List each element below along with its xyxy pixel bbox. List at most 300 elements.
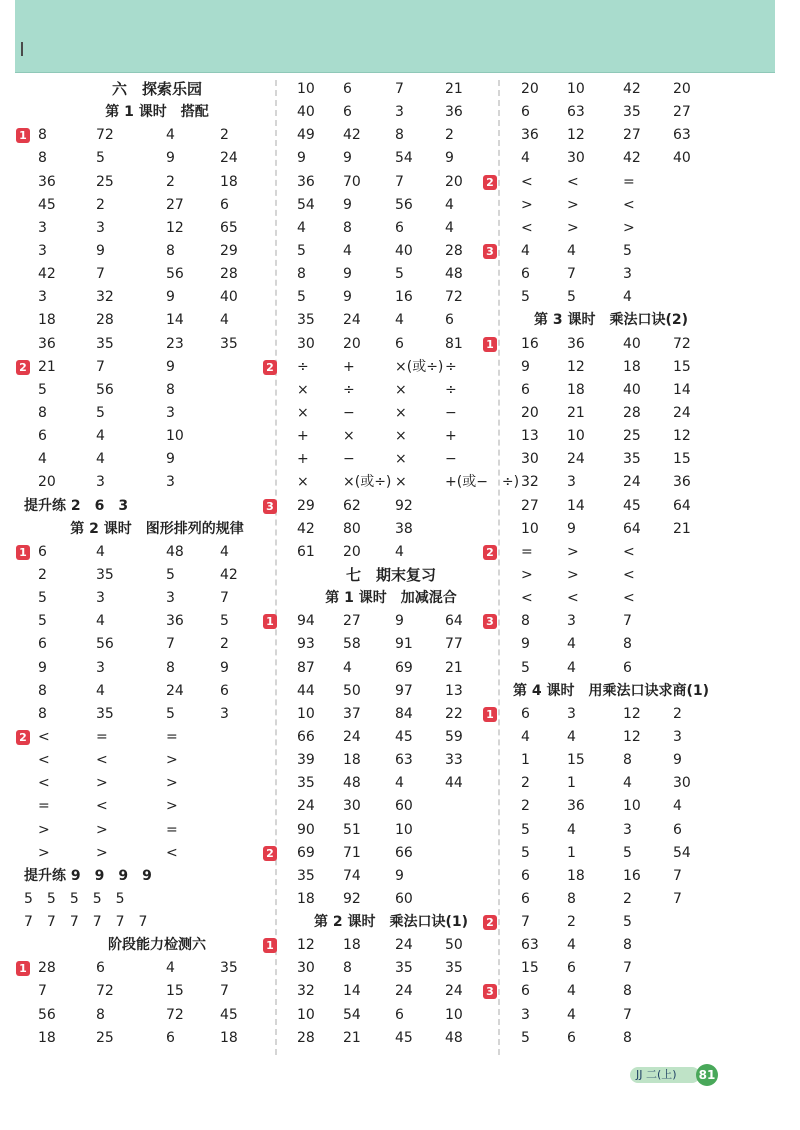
answer-cell: 20 [521, 81, 539, 97]
answer-cell: 93 [297, 636, 315, 653]
answer-cell: 6 [343, 104, 352, 121]
answer-cell: 58 [343, 636, 361, 653]
answer-cell: 4 [395, 775, 404, 792]
answer-cell: = [166, 728, 178, 745]
lesson-heading: 阶段能力检测六 [108, 937, 206, 954]
question-number-badge: 1 [483, 707, 497, 722]
answer-cell: < [623, 543, 635, 560]
answer-cell: 40 [297, 104, 315, 121]
answer-cell: 80 [343, 520, 361, 537]
answer-cell: 20 [445, 173, 463, 190]
answer-row [505, 471, 717, 494]
answer-cell: 24 [166, 682, 184, 699]
answer-cell: > [166, 775, 178, 792]
answer-row [285, 263, 497, 286]
answer-cell: > [521, 566, 533, 583]
answer-cell: 1 [521, 752, 530, 769]
answer-cell: 42 [623, 81, 641, 97]
answer-cell: 5 [521, 844, 530, 861]
answer-cell: 8 [166, 381, 175, 398]
answer-cell: 18 [343, 752, 361, 769]
question-number-badge: 1 [263, 614, 277, 629]
answer-row [38, 703, 276, 726]
answer-row [38, 749, 276, 772]
answer-cell: 3 [38, 219, 47, 236]
answer-cell: 8 [623, 752, 632, 769]
answer-row [38, 425, 276, 448]
answer-cell: 7 [673, 867, 682, 884]
answer-cell: 4 [96, 543, 105, 560]
answer-cell: 24 [343, 728, 361, 745]
answer-row [38, 448, 276, 471]
answer-cell: 14 [166, 312, 184, 329]
answer-row [285, 819, 497, 842]
answer-cell: 10 [567, 428, 585, 445]
answer-cell: 37 [343, 705, 361, 722]
answer-row [38, 402, 276, 425]
answer-cell: × [297, 381, 309, 398]
answer-cell: 72 [673, 335, 691, 352]
answer-row [285, 957, 497, 980]
answer-row [38, 772, 276, 795]
answer-row [505, 934, 717, 957]
answer-cell: 14 [673, 381, 691, 398]
answer-cell: 6 [166, 1029, 175, 1046]
answer-cell: 3 [567, 705, 576, 722]
answer-row [285, 194, 497, 217]
answer-cell: 92 [343, 890, 361, 907]
answer-row [285, 124, 497, 147]
answer-cell: 9 [521, 358, 530, 375]
answer-cell: 4 [567, 659, 576, 676]
answer-cell: 8 [166, 659, 175, 676]
question-number-badge: 1 [16, 128, 30, 143]
answer-cell: 91 [395, 636, 413, 653]
answer-cell: 30 [297, 960, 315, 977]
answer-cell: 72 [96, 983, 114, 1000]
answer-cell: + [343, 358, 355, 375]
answer-row [38, 564, 276, 587]
answer-cell: 36 [38, 173, 56, 190]
answer-cell: 7 [96, 358, 105, 375]
answer-row [285, 101, 497, 124]
answer-cell: < [96, 798, 108, 815]
answer-cell: = [623, 173, 635, 190]
answer-row [38, 587, 276, 610]
lesson-heading: 第 4 课时 用乘法口诀求商(1) [512, 682, 710, 699]
answer-cell: > [567, 566, 579, 583]
answer-cell: × [395, 428, 407, 445]
answer-row [285, 1027, 497, 1050]
lesson-heading: 第 1 课时 加减混合 [325, 590, 457, 607]
answer-cell: 4 [166, 960, 175, 977]
answer-cell: 9 [96, 242, 105, 259]
answer-cell: 6 [521, 381, 530, 398]
answer-cell: 3 [673, 728, 682, 745]
answer-cell: 6 [521, 890, 530, 907]
answer-cell: 3 [521, 1006, 530, 1023]
answer-cell: 21 [38, 358, 56, 375]
answer-cell: 56 [38, 1006, 56, 1023]
answer-cell: 8 [567, 890, 576, 907]
answer-cell: 29 [297, 497, 315, 514]
answer-cell: = [38, 798, 50, 815]
answer-cell: 18 [567, 381, 585, 398]
answer-cell: 2 [445, 127, 454, 144]
answer-row [505, 147, 717, 170]
answer-row [285, 309, 497, 332]
answer-cell: 8 [166, 242, 175, 259]
answer-cell: 6 [220, 682, 229, 699]
answer-row [505, 657, 717, 680]
answer-cell: 5 [623, 844, 632, 861]
answer-cell: > [567, 196, 579, 213]
answer-cell: 54 [673, 844, 691, 861]
answer-cell: 3 [623, 266, 632, 283]
answer-cell: 35 [623, 451, 641, 468]
question-number-badge: 2 [483, 175, 497, 190]
answer-cell: 3 [96, 590, 105, 607]
answer-cell: 4 [521, 242, 530, 259]
answer-cell: 42 [623, 150, 641, 167]
answer-cell: 56 [166, 266, 184, 283]
answer-row [38, 171, 276, 194]
answer-row [505, 217, 717, 240]
answer-row [38, 471, 276, 494]
answer-cell: 10 [395, 821, 413, 838]
answer-cell: 35 [445, 960, 463, 977]
answer-cell: > [96, 775, 108, 792]
answer-row [38, 147, 276, 170]
answer-cell: 25 [623, 428, 641, 445]
answer-cell: < [166, 844, 178, 861]
answer-cell: 14 [567, 497, 585, 514]
answer-cell: 15 [567, 752, 585, 769]
answer-cell: 28 [445, 242, 463, 259]
answer-cell: 7 [623, 960, 632, 977]
answer-cell: 18 [623, 358, 641, 375]
answer-row [19, 726, 276, 749]
answer-cell: 9 [395, 613, 404, 630]
answer-cell: 9 [166, 451, 175, 468]
answer-cell: 4 [521, 150, 530, 167]
answer-cell: < [567, 173, 579, 190]
answer-row [38, 842, 276, 865]
answer-cell: 10 [297, 705, 315, 722]
answer-cell: 28 [623, 404, 641, 421]
answer-cell: 16 [395, 289, 413, 306]
answer-row [38, 240, 276, 263]
answer-cell: 4 [567, 242, 576, 259]
answer-cell: 5 [521, 289, 530, 306]
answer-row [266, 356, 497, 379]
answer-cell: 40 [395, 242, 413, 259]
answer-cell: 15 [673, 451, 691, 468]
answer-row [505, 726, 717, 749]
lesson-heading: 第 1 课时 搭配 [105, 104, 209, 121]
answer-cell: 4 [521, 728, 530, 745]
answer-cell: 13 [521, 428, 539, 445]
answer-cell: 30 [343, 798, 361, 815]
answer-cell: 3 [567, 474, 576, 491]
answer-row [285, 425, 497, 448]
answer-cell: ×(或÷) [395, 358, 444, 375]
answer-cell: × [395, 404, 407, 421]
answer-cell: 42 [38, 266, 56, 283]
answer-cell: 35 [623, 104, 641, 121]
answer-cell: 3 [567, 613, 576, 630]
answer-cell: 5 [220, 613, 229, 630]
answer-cell: 20 [521, 404, 539, 421]
answer-cell: 2 [623, 890, 632, 907]
answer-cell: 36 [38, 335, 56, 352]
answer-line: 5 5 5 5 5 [24, 890, 125, 907]
answer-row [19, 957, 276, 980]
answer-cell: 20 [38, 474, 56, 491]
answer-cell: 42 [220, 566, 238, 583]
answer-row [38, 795, 276, 818]
answer-cell: 6 [96, 960, 105, 977]
answer-cell: 18 [38, 1029, 56, 1046]
answer-cell: 5 [96, 150, 105, 167]
answer-cell: 36 [445, 104, 463, 121]
answer-row [505, 286, 717, 309]
answer-cell: 8 [38, 705, 47, 722]
answer-cell: 15 [166, 983, 184, 1000]
answer-row [285, 680, 497, 703]
answer-row [38, 263, 276, 286]
answer-row [505, 1004, 717, 1027]
answer-row [505, 356, 717, 379]
answer-cell: 15 [673, 358, 691, 375]
answer-row [266, 842, 497, 865]
answer-cell: 92 [395, 497, 413, 514]
answer-row [285, 749, 497, 772]
answer-row [19, 356, 276, 379]
question-number-badge: 2 [263, 846, 277, 861]
question-number-badge: 3 [483, 244, 497, 259]
answer-cell: 22 [445, 705, 463, 722]
answer-column-1 [19, 78, 276, 1050]
answer-cell: 28 [96, 312, 114, 329]
answer-cell: > [623, 219, 635, 236]
answer-cell: 10 [567, 81, 585, 97]
answer-cell: 36 [567, 335, 585, 352]
answer-cell: 7 [220, 983, 229, 1000]
answer-cell: 48 [445, 1029, 463, 1046]
answer-cell: 5 [395, 266, 404, 283]
answer-cell: 51 [343, 821, 361, 838]
answer-cell: 8 [297, 266, 306, 283]
answer-cell: 39 [297, 752, 315, 769]
answer-row [505, 564, 717, 587]
answer-cell: 8 [623, 937, 632, 954]
answer-cell: 18 [567, 867, 585, 884]
answer-cell: < [521, 219, 533, 236]
answer-cell: 40 [623, 381, 641, 398]
answer-cell: 4 [673, 798, 682, 815]
answer-cell: 3 [38, 242, 47, 259]
answer-cell: 2 [567, 914, 576, 931]
answer-cell: 63 [673, 127, 691, 144]
answer-row [505, 1027, 717, 1050]
answer-cell: 3 [38, 289, 47, 306]
answer-cell: 7 [38, 983, 47, 1000]
answer-cell: 40 [220, 289, 238, 306]
answer-cell: 24 [395, 937, 413, 954]
answer-cell: 6 [521, 867, 530, 884]
answer-cell: 4 [166, 127, 175, 144]
answer-row [38, 980, 276, 1003]
answer-cell: 20 [343, 543, 361, 560]
answer-cell: ÷ [297, 358, 309, 375]
answer-row [505, 957, 717, 980]
answer-row [285, 448, 497, 471]
answer-cell: 10 [623, 798, 641, 815]
answer-row [38, 610, 276, 633]
answer-cell: 4 [395, 543, 404, 560]
page-footer [630, 1064, 720, 1086]
unit-heading: 七 期末复习 [345, 565, 436, 584]
answer-cell: 5 [567, 289, 576, 306]
answer-cell: 24 [623, 474, 641, 491]
answer-cell: > [38, 821, 50, 838]
answer-row [266, 610, 497, 633]
answer-cell: 6 [38, 636, 47, 653]
unit-heading: 六 探索乐园 [111, 80, 202, 98]
answer-row [285, 379, 497, 402]
answer-row [38, 217, 276, 240]
question-number-badge: 1 [16, 545, 30, 560]
answer-cell: 18 [220, 1029, 238, 1046]
answer-cell: 21 [445, 81, 463, 97]
answer-row [266, 495, 497, 518]
answer-cell: 9 [38, 659, 47, 676]
answer-cell: 84 [395, 705, 413, 722]
question-number-badge: 1 [263, 938, 277, 953]
answer-cell: 4 [96, 451, 105, 468]
answer-row [486, 171, 717, 194]
answer-cell: 2 [38, 566, 47, 583]
answer-cell: ×(或÷) [343, 474, 392, 491]
answer-cell: 9 [395, 867, 404, 884]
answer-cell: 4 [343, 242, 352, 259]
answer-row [285, 772, 497, 795]
answer-cell: 9 [343, 150, 352, 167]
answer-cell: 97 [395, 682, 413, 699]
lesson-heading: 第 2 课时 乘法口诀(1) [313, 914, 469, 931]
answer-cell: < [623, 566, 635, 583]
answer-cell: 30 [521, 451, 539, 468]
practice-answers: 提升练 2 6 3 [24, 497, 129, 514]
answer-cell: 18 [38, 312, 56, 329]
book-label: JJ 二(上) [630, 1067, 700, 1083]
answer-cell: 6 [623, 659, 632, 676]
answer-cell: 4 [567, 937, 576, 954]
answer-row [505, 819, 717, 842]
answer-row [285, 795, 497, 818]
answer-cell: 12 [567, 127, 585, 144]
answer-row [505, 425, 717, 448]
answer-cell: 6 [567, 960, 576, 977]
answer-cell: 18 [343, 937, 361, 954]
answer-row [486, 240, 717, 263]
answer-cell: 94 [297, 613, 315, 630]
answer-cell: 12 [297, 937, 315, 954]
answer-cell: 1 [567, 844, 576, 861]
answer-cell: 21 [673, 520, 691, 537]
answer-cell: 40 [673, 150, 691, 167]
answer-cell: 74 [343, 867, 361, 884]
answer-cell: 48 [445, 266, 463, 283]
answer-row [38, 680, 276, 703]
answer-cell: 38 [395, 520, 413, 537]
answer-cell: 7 [395, 173, 404, 190]
answer-cell: 6 [445, 312, 454, 329]
question-number-badge: 1 [483, 337, 497, 352]
answer-row [285, 78, 497, 101]
answer-cell: ÷ [343, 381, 355, 398]
answer-row [38, 633, 276, 656]
answer-cell: 50 [343, 682, 361, 699]
question-number-badge: 3 [483, 984, 497, 999]
answer-cell: 10 [445, 1006, 463, 1023]
answer-column-3 [486, 78, 717, 1050]
answer-cell: 18 [297, 890, 315, 907]
answer-cell: 9 [445, 150, 454, 167]
answer-row [505, 518, 717, 541]
question-number-badge: 2 [263, 360, 277, 375]
answer-cell: 16 [521, 335, 539, 352]
answer-cell: 4 [297, 219, 306, 236]
answer-cell: 3 [96, 474, 105, 491]
answer-cell: 66 [297, 728, 315, 745]
answer-row [505, 379, 717, 402]
answer-cell: 5 [297, 242, 306, 259]
answer-cell: 8 [521, 613, 530, 630]
answer-cell: 2 [96, 196, 105, 213]
answer-row [505, 495, 717, 518]
answer-cell: 27 [623, 127, 641, 144]
answer-row [266, 934, 497, 957]
answer-cell: 3 [166, 404, 175, 421]
answer-row [285, 217, 497, 240]
answer-cell: ÷ [445, 358, 457, 375]
answer-cell: 18 [220, 173, 238, 190]
answer-cell: 9 [166, 289, 175, 306]
answer-row [505, 587, 717, 610]
answer-cell: 71 [343, 844, 361, 861]
answer-cell: 4 [567, 728, 576, 745]
answer-row [38, 1027, 276, 1050]
answer-cell: 87 [297, 659, 315, 676]
answer-cell: 40 [623, 335, 641, 352]
answer-cell: 12 [623, 705, 641, 722]
answer-line: 7 7 7 7 7 7 [24, 914, 148, 931]
answer-cell: 8 [38, 150, 47, 167]
answer-cell: 32 [521, 474, 539, 491]
answer-row [38, 657, 276, 680]
answer-row [285, 633, 497, 656]
answer-cell: 30 [673, 775, 691, 792]
lesson-heading: 第 2 课时 图形排列的规律 [70, 520, 244, 537]
answer-cell: 29 [220, 242, 238, 259]
answer-cell: 36 [521, 127, 539, 144]
answer-cell: 8 [38, 682, 47, 699]
answer-row [38, 286, 276, 309]
answer-row [505, 402, 717, 425]
answer-cell: > [96, 821, 108, 838]
